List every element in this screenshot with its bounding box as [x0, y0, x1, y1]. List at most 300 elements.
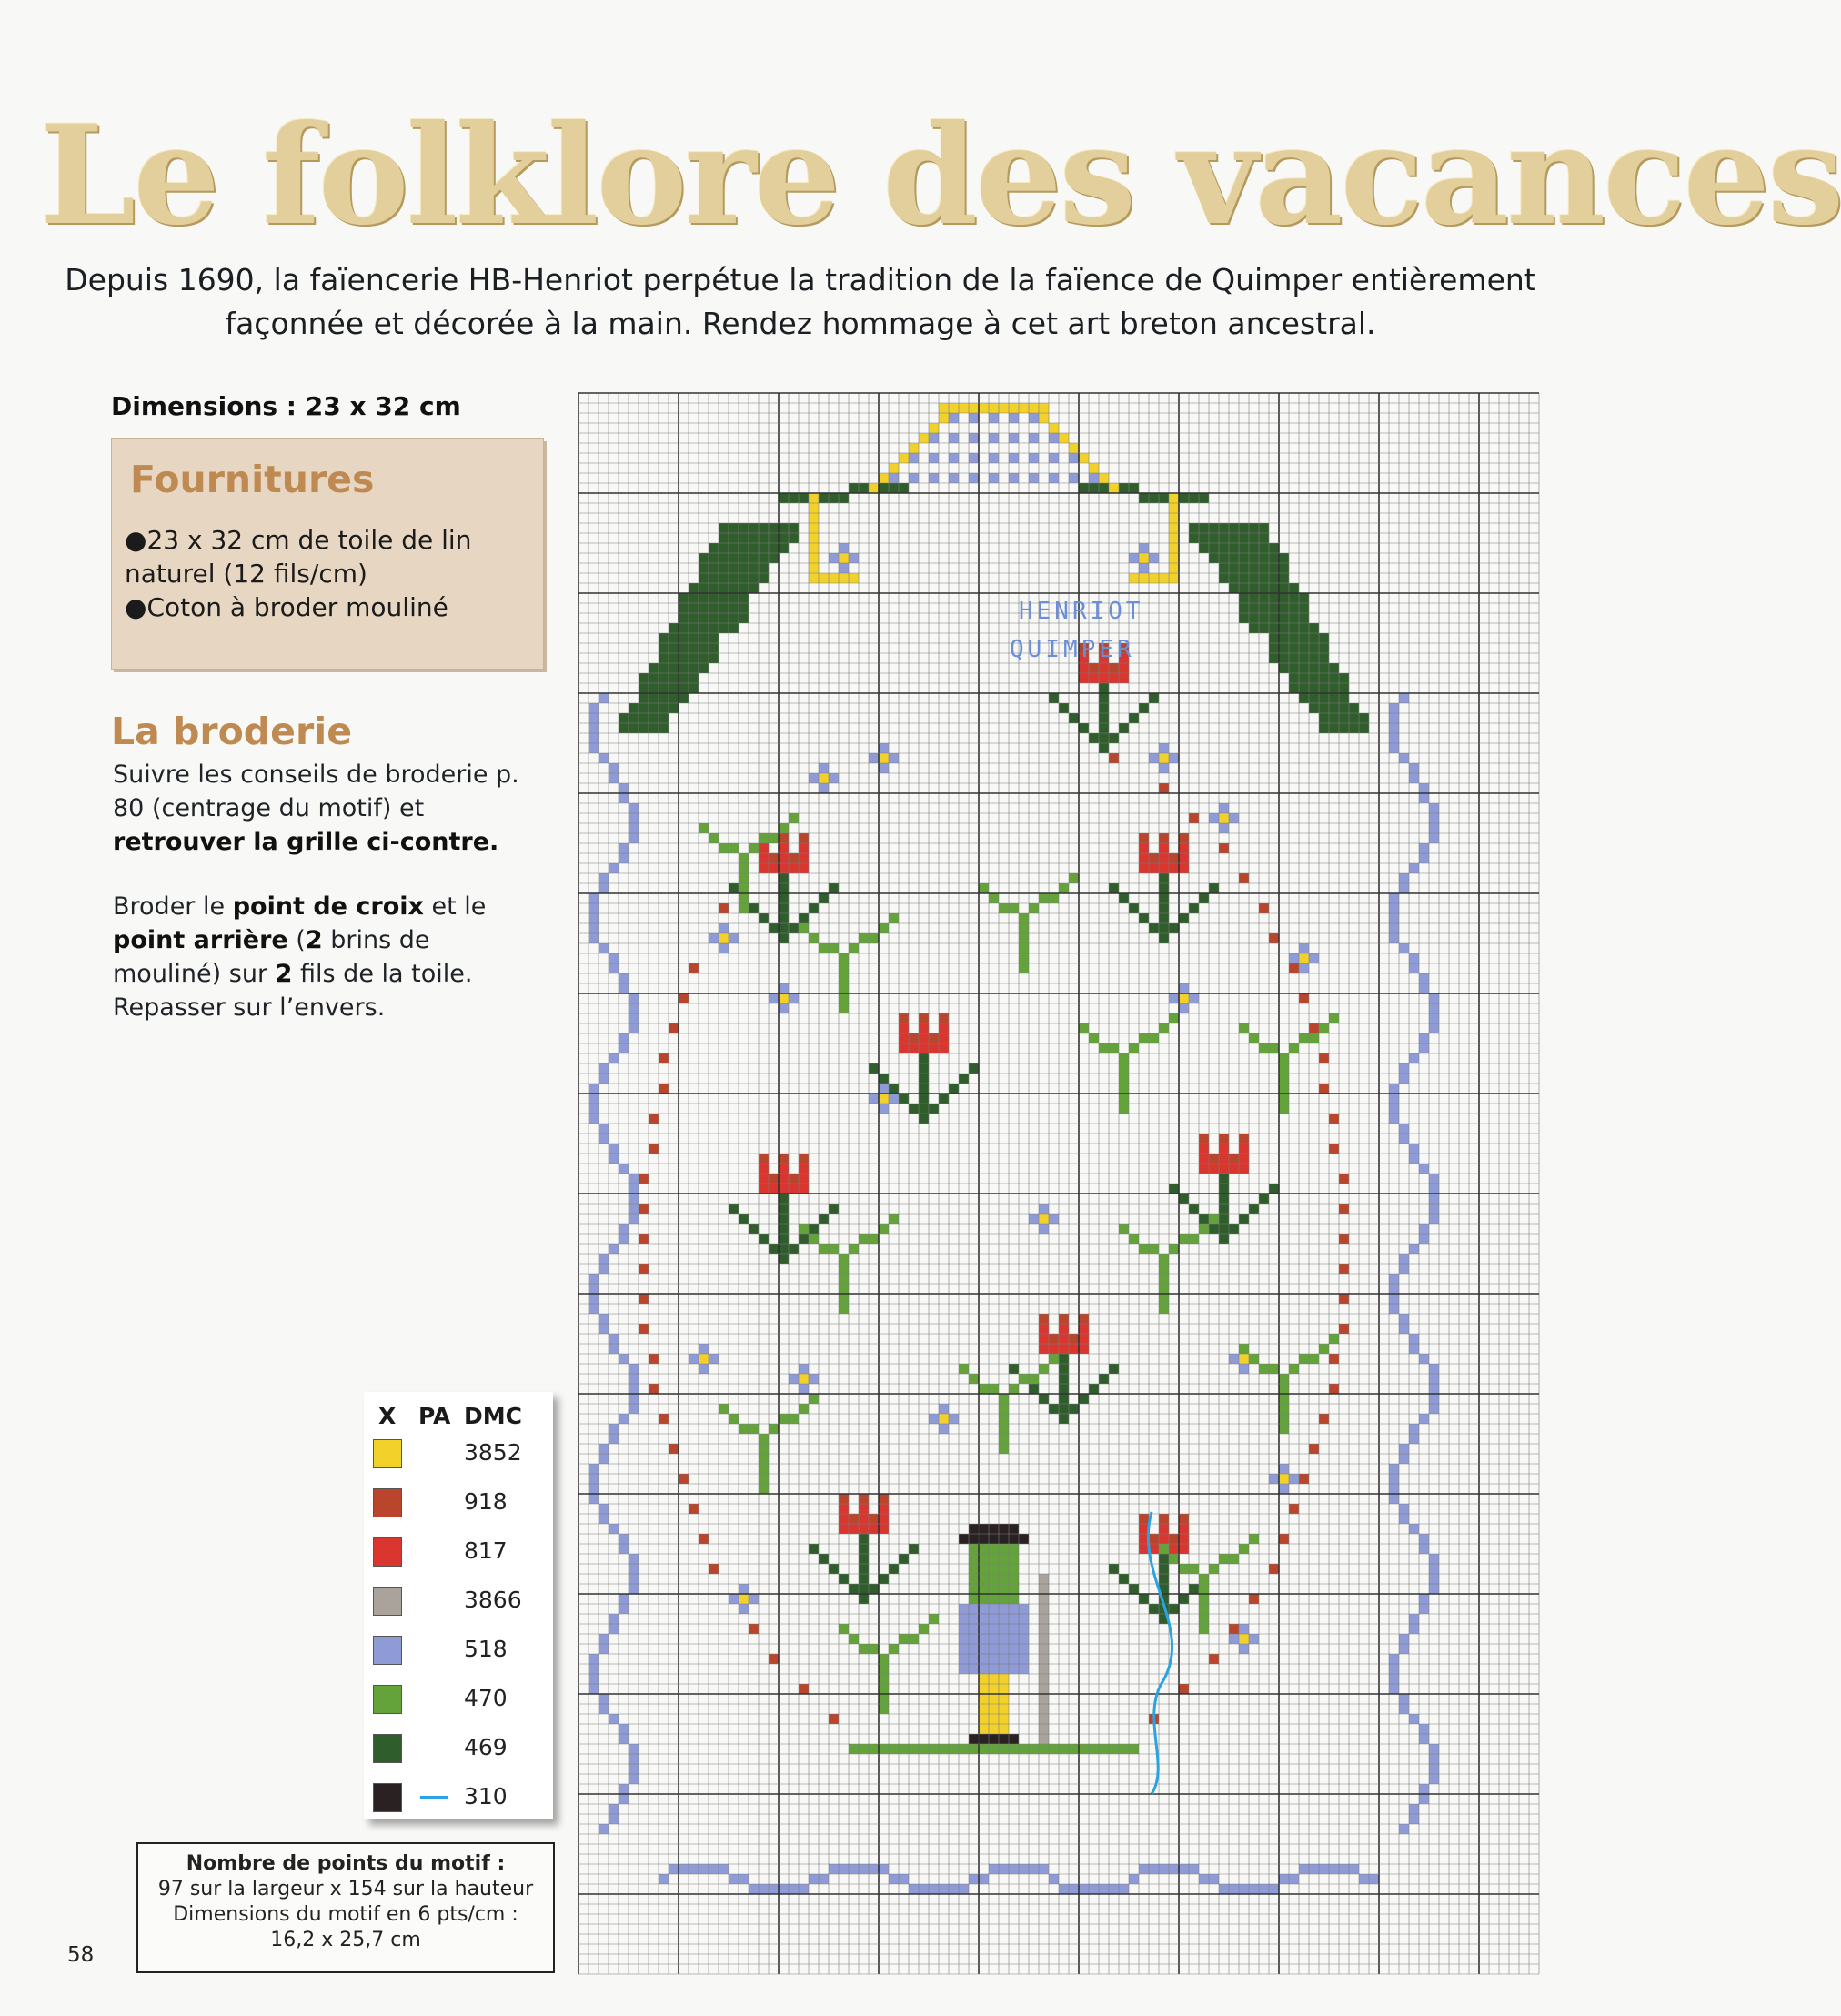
stitch-cell [729, 553, 739, 563]
stitch-cell [599, 1254, 609, 1264]
color-swatch [373, 1488, 402, 1517]
stitch-cell [969, 1584, 979, 1594]
stitch-cell [879, 743, 889, 753]
stitch-cell [989, 1614, 999, 1624]
stitch-cell [749, 1424, 759, 1434]
stitch-cell [1139, 553, 1149, 563]
stitch-cell [999, 903, 1009, 913]
stitch-cell [1009, 433, 1019, 443]
stitch-cell [769, 553, 779, 563]
stitch-cell [1319, 673, 1329, 683]
stitch-cell [1049, 893, 1059, 903]
stitch-cell [1139, 563, 1149, 573]
stitch-cell [1109, 883, 1119, 893]
stitch-cell [1109, 1884, 1119, 1894]
stitch-cell [1329, 1144, 1339, 1154]
stitch-cell [1299, 653, 1309, 663]
stitch-cell [779, 1003, 789, 1013]
stitch-cell [1159, 893, 1169, 903]
stitch-cell [1429, 1374, 1439, 1384]
stitch-cell [1419, 1414, 1429, 1424]
stitch-cell [809, 1234, 819, 1244]
stitch-cell [999, 1524, 1009, 1534]
stitch-cell [1289, 653, 1299, 663]
stitch-cell [1059, 1314, 1069, 1324]
stitch-cell [1009, 1584, 1019, 1594]
stitch-cell [969, 1734, 979, 1744]
stitch-cell [989, 1384, 999, 1394]
stitch-cell [1399, 1444, 1409, 1454]
stitch-cell [969, 1614, 979, 1624]
stitch-cell [609, 1714, 619, 1724]
stitch-cell [629, 833, 639, 843]
stitch-cell [999, 1704, 1009, 1714]
stitch-cell [1349, 713, 1359, 723]
stitch-cell [1319, 1864, 1329, 1874]
stitch-cell [1299, 693, 1309, 703]
stitch-cell [1219, 553, 1229, 563]
stitch-cell [999, 1434, 1009, 1444]
stitch-cell [759, 1234, 769, 1244]
stitch-cell [1179, 1684, 1189, 1694]
stitch-cell [1139, 573, 1149, 583]
stitch-cell [1269, 623, 1279, 633]
stitch-cell [729, 563, 739, 573]
stitch-cell [979, 1744, 989, 1754]
stitch-cell [689, 653, 699, 663]
stitch-cell [839, 1254, 849, 1264]
stitch-cell [1419, 1234, 1429, 1244]
stitch-cell [839, 1304, 849, 1314]
stitch-cell [1209, 813, 1219, 823]
stitch-cell [629, 1174, 639, 1184]
stitch-cell [1419, 1784, 1429, 1794]
stitch-cell [999, 1574, 1009, 1584]
stitch-cell [1139, 1244, 1149, 1254]
stitch-cell [1219, 533, 1229, 543]
stitch-cell [739, 593, 749, 603]
stitch-cell [1339, 1174, 1349, 1184]
stitch-cell [1169, 573, 1179, 583]
stitch-cell [1319, 1344, 1329, 1354]
stitch-cell [1179, 833, 1189, 843]
stitch-cell [699, 1864, 709, 1874]
stitch-cell [1149, 1864, 1159, 1874]
color-legend [364, 1392, 553, 1819]
stitch-cell [999, 403, 1009, 413]
stitch-cell [679, 593, 689, 603]
stitch-cell [1299, 633, 1309, 643]
stitch-cell [1019, 953, 1029, 963]
intro-text [55, 258, 1546, 346]
stitch-cell [799, 843, 809, 853]
stitch-cell [1159, 753, 1169, 763]
stitch-cell [1079, 453, 1089, 463]
stitch-cell [979, 1734, 989, 1744]
stitch-cell [859, 1544, 869, 1554]
stitch-cell [849, 573, 859, 583]
stitch-cell [1419, 1534, 1429, 1544]
stitch-cell [989, 1554, 999, 1564]
stitch-cell [619, 983, 629, 993]
stitch-cell [779, 883, 789, 893]
stitch-cell [589, 1484, 599, 1494]
stitch-cell [1429, 1754, 1439, 1764]
stitch-cell [1389, 1304, 1399, 1314]
stitch-cell [1259, 583, 1269, 593]
stitch-cell [889, 1564, 899, 1574]
stitch-cell [979, 1584, 989, 1594]
stitch-cell [719, 533, 729, 543]
stitch-cell [969, 453, 979, 463]
stitch-cell [889, 1084, 899, 1094]
stitch-cell [739, 563, 749, 573]
stitch-cell [1339, 1204, 1349, 1214]
stitch-cell [1169, 863, 1179, 873]
stitch-cell [809, 1394, 819, 1404]
stitch-cell [669, 693, 679, 703]
stitch-cell [1269, 593, 1279, 603]
stitch-cell [629, 1554, 639, 1564]
stitch-cell [609, 1244, 619, 1254]
stitch-cell [909, 1634, 919, 1644]
stitch-cell [1409, 1424, 1419, 1434]
stitch-cell [1319, 1053, 1329, 1063]
stitch-cell [919, 1033, 929, 1043]
stitch-cell [1299, 1354, 1309, 1364]
stitch-cell [669, 653, 679, 663]
stitch-cell [749, 1224, 759, 1234]
stitch-cell [1199, 1874, 1209, 1884]
stitch-cell [1349, 703, 1359, 713]
stitch-cell [1209, 1164, 1219, 1174]
stitch-cell [1059, 1354, 1069, 1364]
stitch-cell [639, 1264, 649, 1274]
broderie-text: et le [423, 892, 487, 921]
stitch-cell [1269, 1364, 1279, 1374]
stitch-cell [1429, 803, 1439, 813]
legend-row [364, 1783, 553, 1819]
stitch-cell [839, 953, 849, 963]
stitch-cell [1249, 603, 1259, 613]
stitch-cell [849, 1244, 859, 1254]
stitch-cell [799, 1404, 809, 1414]
stitch-cell [989, 1624, 999, 1634]
stitch-cell [989, 1644, 999, 1654]
stitch-cell [1409, 963, 1419, 973]
stitch-cell [839, 1294, 849, 1304]
stitch-cell [629, 1754, 639, 1764]
stitch-cell [749, 1594, 759, 1604]
stitch-cell [1039, 1364, 1049, 1374]
stitch-cell [859, 483, 869, 493]
stitch-cell [639, 723, 649, 733]
stitch-cell [779, 1204, 789, 1214]
stitch-cell [1249, 553, 1259, 563]
stitch-cell [739, 1594, 749, 1604]
stitch-cell [919, 1114, 929, 1124]
stitch-cell [1219, 563, 1229, 573]
stitch-cell [1039, 1204, 1049, 1214]
stitch-cell [909, 1884, 919, 1894]
stitch-cell [1009, 1534, 1019, 1544]
stitch-cell [1179, 1534, 1189, 1544]
stitch-cell [749, 1624, 759, 1634]
stitch-cell [599, 1324, 609, 1334]
stitch-cell [609, 1053, 619, 1063]
stitch-cell [779, 1224, 789, 1234]
stitch-cell [1069, 873, 1079, 883]
stitch-cell [1319, 713, 1329, 723]
stitch-cell [999, 1634, 1009, 1644]
stitch-cell [1109, 483, 1119, 493]
broderie-paragraph-1 [113, 758, 546, 859]
stitch-cell [729, 883, 739, 893]
stitch-cell [989, 433, 999, 443]
stitch-cell [849, 1864, 859, 1874]
stitch-cell [899, 483, 909, 493]
stitch-cell [769, 543, 779, 553]
stitch-cell [779, 863, 789, 873]
stitch-cell [1299, 683, 1309, 693]
stitch-cell [1289, 633, 1299, 643]
stitch-cell [1399, 1644, 1409, 1654]
stitch-cell [1299, 623, 1309, 633]
stitch-cell [1039, 1864, 1049, 1874]
stitch-cell [689, 683, 699, 693]
stitch-cell [799, 1374, 809, 1384]
stitch-cell [859, 1744, 869, 1754]
stitch-cell [719, 903, 729, 913]
stitch-cell [1179, 853, 1189, 863]
stitch-cell [1109, 1564, 1119, 1574]
stitch-cell [629, 1404, 639, 1414]
stitch-cell [1309, 953, 1319, 963]
stitch-cell [1239, 553, 1249, 563]
stitch-cell [1119, 663, 1129, 673]
stitch-cell [869, 933, 879, 943]
stitch-cell [1259, 1364, 1269, 1374]
stitch-cell [589, 1654, 599, 1664]
stitch-cell [679, 643, 689, 653]
stitch-cell [1039, 893, 1049, 903]
stitch-cell [899, 1634, 909, 1644]
stitch-cell [1399, 1634, 1409, 1644]
stitch-cell [1179, 1514, 1189, 1524]
stitch-cell [1009, 1624, 1019, 1634]
stitch-cell [1309, 1033, 1319, 1043]
stitch-cell [629, 1744, 639, 1754]
stitch-cell [699, 573, 709, 583]
stitch-cell [1169, 1554, 1179, 1564]
stitch-cell [699, 1534, 709, 1544]
stitch-cell [979, 1534, 989, 1544]
stitch-cell [1289, 583, 1299, 593]
stitch-cell [1079, 1394, 1089, 1404]
stitch-cell [879, 1694, 889, 1704]
stitch-cell [659, 633, 669, 643]
stitch-cell [1009, 1734, 1019, 1744]
stitch-cell [989, 1564, 999, 1574]
stitch-cell [619, 843, 629, 853]
stitch-cell [1049, 1334, 1059, 1344]
stitch-cell [1409, 1614, 1419, 1624]
stitch-cell [879, 1094, 889, 1104]
stitch-cell [1399, 943, 1409, 953]
broderie-text: Broder le [113, 892, 233, 921]
stitch-cell [1139, 913, 1149, 923]
stitch-cell [789, 1244, 799, 1254]
stitch-cell [1159, 1864, 1169, 1874]
stitch-cell [989, 1584, 999, 1594]
stitch-cell [739, 583, 749, 593]
stitch-cell [1069, 1334, 1079, 1344]
stitch-cell [1039, 1574, 1049, 1584]
stitch-cell [839, 993, 849, 1003]
stitch-cell [619, 1794, 629, 1804]
stitch-cell [719, 563, 729, 573]
stitch-cell [999, 1444, 1009, 1454]
stitch-cell [1219, 1134, 1229, 1144]
stitch-cell [1249, 1204, 1259, 1214]
stitch-cell [1039, 1314, 1049, 1324]
stitch-cell [1019, 1624, 1029, 1634]
stitch-cell [639, 683, 649, 693]
stitch-cell [1219, 523, 1229, 533]
stitch-cell [719, 923, 729, 933]
stitch-cell [589, 933, 599, 943]
legend-row [364, 1636, 553, 1672]
stitch-cell [1069, 443, 1079, 453]
stitch-cell [599, 883, 609, 893]
stitch-cell [1279, 603, 1289, 613]
stitch-cell [979, 1874, 989, 1884]
stitch-cell [869, 1234, 879, 1244]
stitch-cell [1299, 603, 1309, 613]
stitch-cell [779, 1254, 789, 1264]
stitch-cell [1289, 1043, 1299, 1053]
stitch-cell [1199, 1584, 1209, 1594]
stitch-cell [729, 583, 739, 593]
stitch-cell [779, 543, 789, 553]
stitch-cell [969, 1063, 979, 1074]
stitch-cell [1029, 1864, 1039, 1874]
stitch-cell [849, 1584, 859, 1594]
stitch-cell [1229, 543, 1239, 553]
stitch-cell [959, 1744, 969, 1754]
stitch-cell [709, 543, 719, 553]
stitch-cell [1039, 1704, 1049, 1714]
stitch-cell [1219, 573, 1229, 583]
stitch-cell [639, 1294, 649, 1304]
stitch-cell [669, 663, 679, 673]
stitch-cell [959, 1604, 969, 1614]
stitch-cell [959, 1654, 969, 1664]
stitch-cell [849, 483, 859, 493]
stitch-cell [759, 863, 769, 873]
stitch-cell [1049, 1744, 1059, 1754]
stitch-cell [629, 1764, 639, 1774]
stitch-cell [959, 1614, 969, 1624]
stitch-cell [739, 1214, 749, 1224]
stitch-cell [649, 1144, 659, 1154]
stitch-cell [1309, 653, 1319, 663]
color-swatch [373, 1537, 402, 1567]
stitch-cell [909, 1033, 919, 1043]
stitch-cell [1029, 1384, 1039, 1394]
stitch-cell [1159, 1294, 1169, 1304]
stitch-cell [1149, 1244, 1159, 1254]
stitch-cell [789, 813, 799, 823]
stitch-cell [839, 1864, 849, 1874]
stitch-cell [879, 1684, 889, 1694]
stitch-cell [769, 533, 779, 543]
stitch-cell [1259, 603, 1269, 613]
stitch-cell [759, 553, 769, 563]
stitch-cell [1159, 1514, 1169, 1524]
stitch-cell [869, 753, 879, 763]
stitch-cell [1279, 1484, 1289, 1494]
stitch-cell [1309, 1444, 1319, 1454]
stitch-cell [1239, 1354, 1249, 1364]
stitch-cell [1189, 1234, 1199, 1244]
stitch-cell [719, 603, 729, 613]
stitch-cell [999, 1664, 1009, 1674]
stitch-cell [619, 1784, 629, 1794]
stitch-cell [1209, 553, 1219, 563]
stitch-cell [859, 1574, 869, 1584]
stitch-cell [739, 1604, 749, 1614]
stitch-cell [1289, 1474, 1299, 1484]
stitch-cell [629, 1013, 639, 1023]
fournitures-heading: Fournitures [130, 458, 375, 501]
stitch-cell [1009, 1864, 1019, 1874]
stitch-cell [1339, 703, 1349, 713]
stitch-cell [979, 1704, 989, 1714]
stitch-cell [839, 1624, 849, 1634]
stitch-cell [1049, 1344, 1059, 1354]
stitch-cell [959, 1074, 969, 1084]
stitch-cell [1139, 863, 1149, 873]
stitch-cell [999, 1394, 1009, 1404]
stitch-cell [1299, 663, 1309, 673]
stitch-cell [639, 1204, 649, 1214]
stitch-cell [859, 933, 869, 943]
motif-dimensions-value: 16,2 x 25,7 cm [270, 1929, 421, 1951]
stitch-cell [1159, 833, 1169, 843]
stitch-cell [1279, 623, 1289, 633]
stitch-cell [799, 833, 809, 843]
stitch-cell [599, 873, 609, 883]
stitch-cell [1199, 1624, 1209, 1634]
stitch-cell [1199, 1614, 1209, 1624]
stitch-cell [1039, 1694, 1049, 1704]
stitch-cell [919, 1063, 929, 1074]
stitch-cell [1029, 453, 1039, 463]
stitch-cell [699, 623, 709, 633]
stitch-cell [1239, 533, 1249, 543]
stitch-cell [1119, 1074, 1129, 1084]
stitch-cell [879, 753, 889, 763]
stitch-cell [799, 1364, 809, 1374]
stitch-cell [589, 1684, 599, 1694]
stitch-cell [729, 933, 739, 943]
stitch-cell [989, 1574, 999, 1584]
stitch-cell [1009, 1564, 1019, 1574]
stitch-cell [659, 663, 669, 673]
stitch-cell [1059, 1384, 1069, 1394]
stitch-cell [1039, 1214, 1049, 1224]
